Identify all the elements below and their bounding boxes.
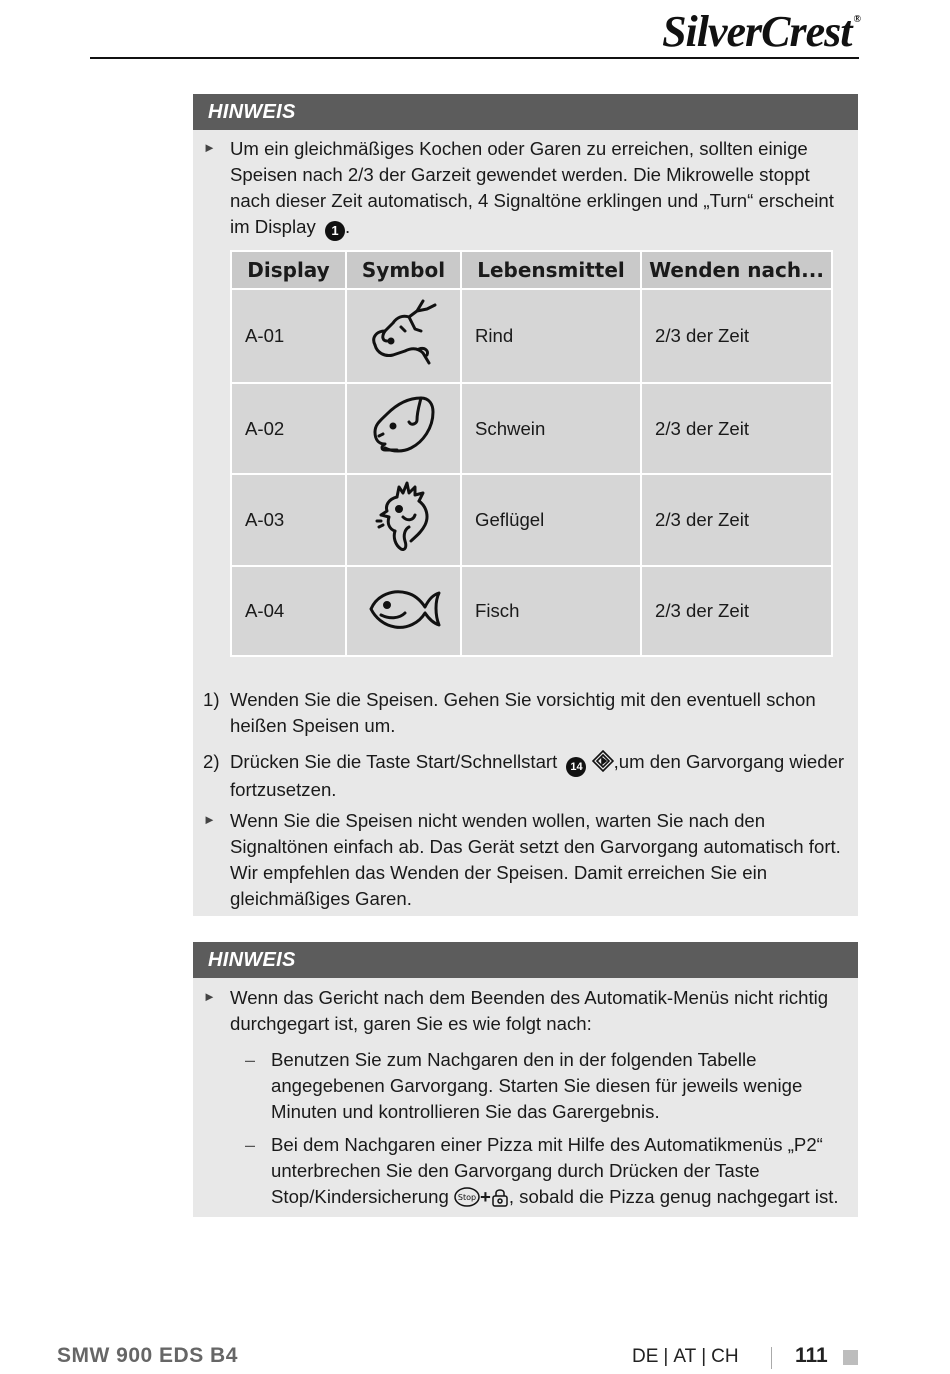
table-header-display: Display [231, 251, 346, 289]
step-1-text: Wenden Sie die Speisen. Gehen Sie vorsichtig mit den eventuell schon heißen Speisen um. [230, 689, 816, 736]
display-code: A-01 [231, 289, 346, 383]
food-name: Geflügel [461, 474, 641, 566]
bullet-arrow-icon: ► [203, 140, 216, 155]
table-header-turn: Wenden nach... [641, 251, 832, 289]
rooster-head-icon [346, 474, 461, 566]
cow-head-icon [346, 289, 461, 383]
display-code: A-03 [231, 474, 346, 566]
recook-item-1: Benutzen Sie zum Nachgaren den in der folgenden Tabelle angegebenen Garvorgang. Starten Sie diesen für jeweils wenige Minuten und kontrollieren Sie das Garergebnis. [271, 1049, 803, 1122]
note-box-title: HINWEIS [193, 942, 858, 978]
table-row [231, 474, 832, 566]
dash-bullet: – [245, 1135, 256, 1155]
display-ref-badge: 1 [325, 221, 345, 241]
step-number: 1) [203, 689, 220, 710]
stop-button-icon [454, 1187, 480, 1207]
language-codes: DE | AT | CH [632, 1346, 739, 1367]
turn-time: 2/3 der Zeit [641, 289, 832, 383]
food-name: Fisch [461, 566, 641, 656]
note-box-turn [193, 94, 858, 916]
food-name: Schwein [461, 383, 641, 474]
fish-icon [346, 566, 461, 656]
bullet-arrow-icon: ► [203, 989, 216, 1004]
footer-divider [771, 1347, 772, 1369]
header-rule [90, 57, 859, 59]
table-header-symbol: Symbol [346, 251, 461, 289]
page-number: 111 [795, 1344, 828, 1367]
table-row [231, 383, 832, 474]
table-header-food: Lebensmittel [461, 251, 641, 289]
bullet-arrow-icon: ► [203, 812, 216, 827]
model-number: SMW 900 EDS B4 [57, 1344, 238, 1367]
pig-head-icon [346, 383, 461, 474]
note-box-recook [193, 942, 858, 1217]
svg-text:Stop: Stop [457, 1193, 477, 1202]
display-code: A-02 [231, 383, 346, 474]
dash-bullet: – [245, 1050, 256, 1070]
start-button-ref-badge: 14 [566, 757, 586, 777]
page-marker-square [843, 1350, 858, 1365]
recook-item-2: Bei dem Nachgaren einer Pizza mit Hilfe des Automatikmenüs „P2“ unterbrechen Sie den Garvorgang durch Drücken der Taste Stop/Kindersicherung Stop + , sobald die Pizza genug nachgegart ist. [271, 1134, 839, 1207]
turn-time: 2/3 der Zeit [641, 566, 832, 656]
turn-time: 2/3 der Zeit [641, 474, 832, 566]
child-lock-icon [491, 1187, 509, 1207]
step-2-text: Drücken Sie die Taste Start/Schnellstart 14 ,um den Garvorgang wieder fortzusetzen. [230, 751, 845, 800]
turn-intro-text: Um ein gleichmäßiges Kochen oder Garen zu erreichen, sollten einige Speisen nach 2/3 der Garzeit gewendet werden. Die Mikrowelle stoppt nach dieser Zeit automatisch, 4 Signaltöne erklingen und „Turn“ erscheint im Display 1 . [230, 136, 845, 241]
brand-logo: SilverCrest ® [662, 7, 860, 56]
start-diamond-icon [592, 750, 614, 772]
table-row [231, 566, 832, 656]
note-box-title: HINWEIS [193, 94, 858, 130]
food-name: Rind [461, 289, 641, 383]
food-turn-table [230, 250, 833, 657]
no-turn-note: Wenn Sie die Speisen nicht wenden wollen, warten Sie nach den Signaltönen einfach ab. Das Gerät setzt den Garvorgang automatisch fort. Wir empfehlen das Wenden der Speisen. Damit erreichen Sie ein gleichmäßiges Garen. [230, 810, 841, 909]
turn-time: 2/3 der Zeit [641, 383, 832, 474]
table-row [231, 289, 832, 383]
recook-intro-text: Wenn das Gericht nach dem Beenden des Automatik-Menüs nicht richtig durchgegart ist, garen Sie es wie folgt nach: [230, 987, 829, 1034]
step-number: 2) [203, 751, 220, 772]
display-code: A-04 [231, 566, 346, 656]
